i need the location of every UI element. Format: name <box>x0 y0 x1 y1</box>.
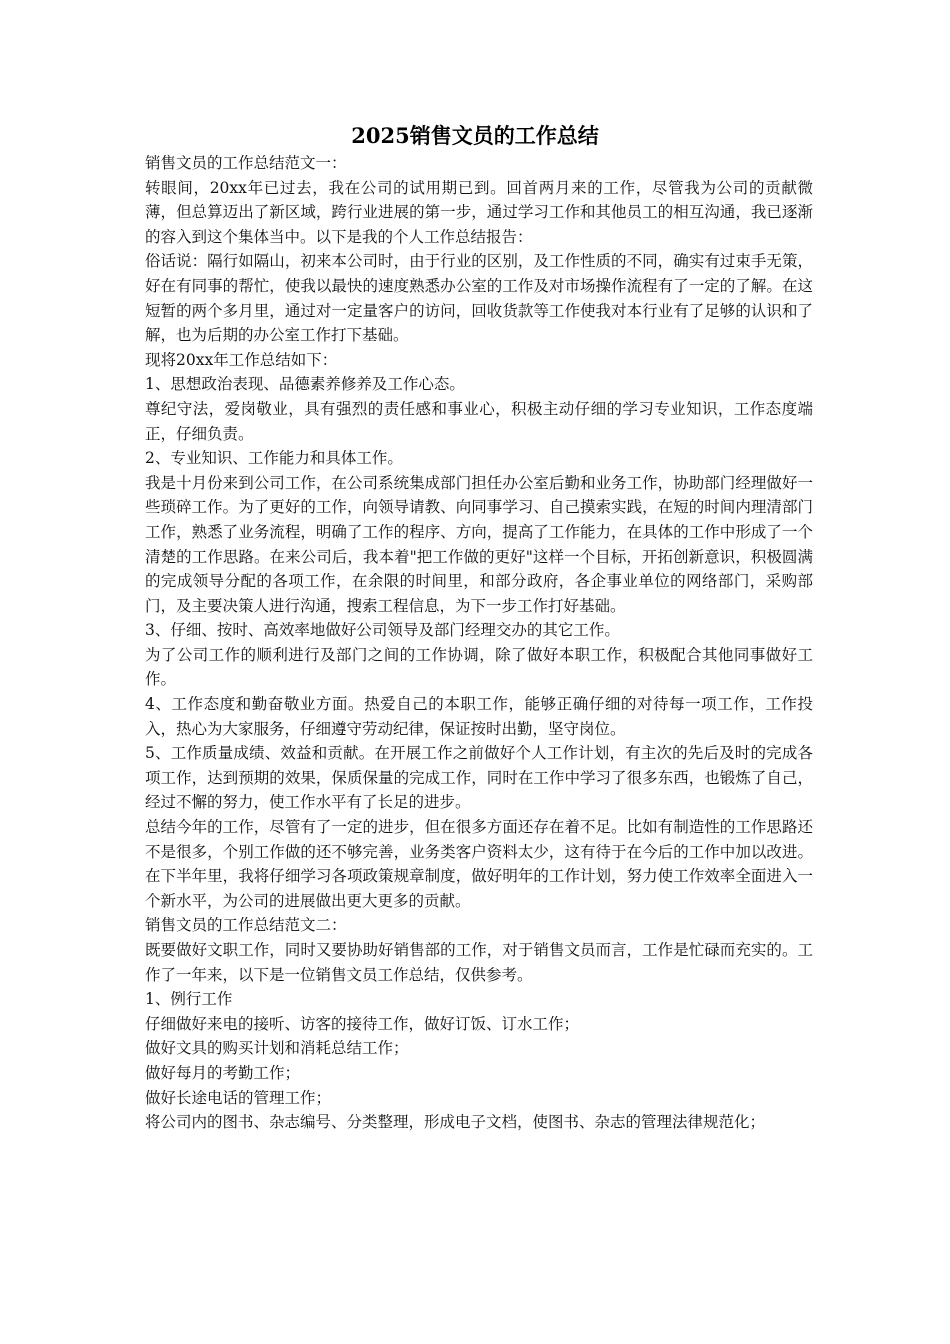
list-item: 做好文具的购买计划和消耗总结工作； <box>145 1039 409 1058</box>
paragraph: 转眼间，20xx年已过去，我在公司的试用期已到。回首两月来的工作，尽管我为公司的贡献微薄，但总算迈出了新区域，跨行业进展的第一步，通过学习工作和其他员工的相互沟通，我已逐渐的容入到这个集体当中。以下是我的个人工作总结报告： <box>145 178 813 246</box>
paragraph: 为了公司工作的顺利进行及部门之间的工作协调，除了做好本职工作，积极配合其他同事做好工作。 <box>145 645 813 689</box>
paragraph: 总结今年的工作，尽管有了一定的进步，但在很多方面还存在着不足。比如有制造性的工作思路还不是很多，个别工作做的还不够完善，业务类客户资料太少，这有待于在今后的工作中加以改进。在下半年里，我将仔细学习各项政策规章制度，做好明年的工作计划，努力使工作效率全面进入一个新水平，为公司的进展做出更大更多的贡献。 <box>145 818 813 910</box>
section-heading: 1、例行工作 <box>145 990 233 1009</box>
list-item: 将公司内的图书、杂志编号、分类整理，形成电子文档，使图书、杂志的管理法律规范化； <box>145 1113 766 1132</box>
document-title: 2025销售文员的工作总结 <box>351 123 599 148</box>
paragraph: 既要做好文职工作，同时又要协助好销售部的工作，对于销售文员而言，工作是忙碌而充实的。工作了一年来，以下是一位销售文员工作总结，仅供参考。 <box>145 941 813 984</box>
list-item: 做好长途电话的管理工作； <box>145 1088 332 1107</box>
paragraph: 现将20xx年工作总结如下： <box>145 350 338 369</box>
paragraph: 销售文员的工作总结范文二： <box>145 916 347 935</box>
section-heading: 1、思想政治表现、品德素养修养及工作心态。 <box>145 375 465 394</box>
document-body <box>145 151 813 1135</box>
paragraph: 俗话说：隔行如隔山，初来本公司时，由于行业的区别，及工作性质的不同，确实有过束手无策，好在有同事的帮忙，使我以最快的速度熟悉办公室的工作及对市场操作流程有了一定的了解。在这短暂的两个多月里，通过对一定量客户的访问，回收货款等工作使我对本行业有了足够的认识和了解，也为后期的办公室工作打下基础。 <box>145 252 813 345</box>
paragraph: 我是十月份来到公司工作，在公司系统集成部门担任办公室后勤和业务工作，协助部门经理做好一些琐碎工作。为了更好的工作，向领导请教、向同事学习、自己摸索实践，在短的时间内理清部门工作，熟悉了业务流程，明确了工作的程序、方向，提高了工作能力，在具体的工作中形成了一个清楚的工作思路。在来公司后，我本着"把工作做的更好"这样一个目标，开拓创新意识，积极圆满的完成领导分配的各项工作，在余限的时间里，和部分政府，各企事业单位的网络部门，采购部门，及主要决策人进行沟通，搜索工程信息，为下一步工作打好基础。 <box>145 473 813 615</box>
paragraph: 5、工作质量成绩、效益和贡献。在开展工作之前做好个人工作计划，有主次的先后及时的完成各项工作，达到预期的效果，保质保量的完成工作，同时在工作中学习了很多东西，也锻炼了自己，经过不懈的努力，使工作水平有了长足的进步。 <box>145 744 813 812</box>
paragraph: 尊纪守法，爱岗敬业，具有强烈的责任感和事业心，积极主动仔细的学习专业知识，工作态度端正，仔细负责。 <box>145 399 813 443</box>
section-heading: 2、专业知识、工作能力和具体工作。 <box>145 449 403 468</box>
section-heading: 3、仔细、按时、高效率地做好公司领导及部门经理交办的其它工作。 <box>145 621 620 640</box>
paragraph: 销售文员的工作总结范文一： <box>145 154 347 172</box>
list-item: 仔细做好来电的接听、访客的接待工作，做好订饭、订水工作； <box>145 1014 580 1033</box>
paragraph: 4、工作态度和勤奋敬业方面。热爱自己的本职工作，能够正确仔细的对待每一项工作，工作投入，热心为大家服务，仔细遵守劳动纪律，保证按时出勤，坚守岗位。 <box>145 695 813 738</box>
list-item: 做好每月的考勤工作； <box>145 1063 301 1082</box>
